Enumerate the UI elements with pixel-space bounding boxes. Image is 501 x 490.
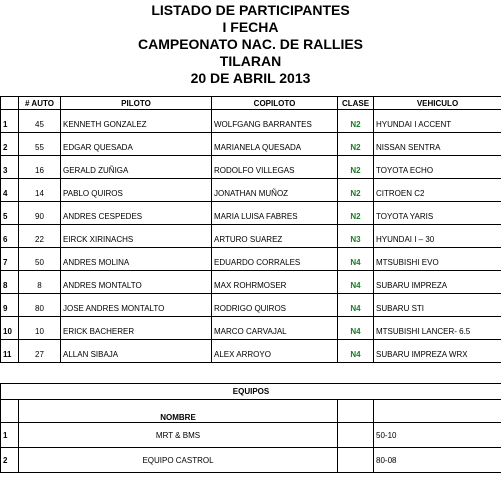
clase-badge: N3 — [338, 225, 374, 248]
row-index: 9 — [1, 294, 19, 317]
clase-badge: N2 — [338, 133, 374, 156]
auto-number: 55 — [19, 133, 61, 156]
table-row — [1, 271, 501, 294]
table-row — [1, 133, 501, 156]
header-copiloto: COPILOTO — [212, 97, 338, 110]
copiloto-name: MAX ROHRMOSER — [212, 271, 338, 294]
auto-number: 80 — [19, 294, 61, 317]
piloto-name: ANDRES MONTALTO — [61, 271, 212, 294]
clase-badge: N2 — [338, 110, 374, 133]
vehiculo-name: SUBARU STI — [374, 294, 501, 317]
clase-badge: N2 — [338, 156, 374, 179]
piloto-name: ALLAN SIBAJA — [61, 340, 212, 363]
vehiculo-name: CITROEN C2 — [374, 179, 501, 202]
row-index: 11 — [1, 340, 19, 363]
auto-number: 27 — [19, 340, 61, 363]
copiloto-name: ALEX ARROYO — [212, 340, 338, 363]
header-title-1: LISTADO DE PARTICIPANTES — [151, 2, 350, 18]
vehiculo-name: MTSUBISHI LANCER- 6.5 — [374, 317, 501, 340]
header-clase: CLASE — [338, 97, 374, 110]
row-index: 6 — [1, 225, 19, 248]
equipos-nombre-header: NOMBRE — [19, 400, 338, 423]
copiloto-name: MARIANELA QUESADA — [212, 133, 338, 156]
table-row — [1, 110, 501, 133]
equipos-title-row — [1, 384, 501, 400]
table-header-row — [1, 97, 501, 110]
row-index: 3 — [1, 156, 19, 179]
equipos-code: 80-08 — [374, 448, 501, 473]
auto-number: 22 — [19, 225, 61, 248]
copiloto-name: MARCO CARVAJAL — [212, 317, 338, 340]
auto-number: 10 — [19, 317, 61, 340]
auto-number: 45 — [19, 110, 61, 133]
table-row — [1, 317, 501, 340]
vehiculo-name: TOYOTA ECHO — [374, 156, 501, 179]
row-index: 10 — [1, 317, 19, 340]
copiloto-name: RODRIGO QUIROS — [212, 294, 338, 317]
equipos-table — [0, 383, 501, 473]
header-piloto: PILOTO — [61, 97, 212, 110]
auto-number: 14 — [19, 179, 61, 202]
piloto-name: EDGAR QUESADA — [61, 133, 212, 156]
header-title-3: CAMPEONATO NAC. DE RALLIES — [137, 36, 364, 52]
copiloto-name: WOLFGANG BARRANTES — [212, 110, 338, 133]
copiloto-name: RODOLFO VILLEGAS — [212, 156, 338, 179]
equipos-cell — [338, 448, 374, 473]
clase-badge: N4 — [338, 317, 374, 340]
participants-table — [0, 96, 501, 363]
table-row — [1, 340, 501, 363]
vehiculo-name: SUBARU IMPREZA — [374, 271, 501, 294]
header-title-2: I FECHA — [222, 19, 279, 35]
piloto-name: ANDRES CESPEDES — [61, 202, 212, 225]
clase-badge: N4 — [338, 340, 374, 363]
equipos-cell — [338, 423, 374, 448]
vehiculo-name: HYUNDAI I – 30 — [374, 225, 501, 248]
table-row — [1, 202, 501, 225]
row-index: 2 — [1, 133, 19, 156]
table-row — [1, 156, 501, 179]
piloto-name: EIRCK XIRINACHS — [61, 225, 212, 248]
piloto-name: GERALD ZUÑIGA — [61, 156, 212, 179]
piloto-name: JOSE ANDRES MONTALTO — [61, 294, 212, 317]
equipos-index: 1 — [1, 423, 19, 448]
clase-badge: N4 — [338, 271, 374, 294]
piloto-name: KENNETH GONZALEZ — [61, 110, 212, 133]
equipos-row — [1, 448, 501, 473]
equipos-title: EQUIPOS — [1, 384, 501, 400]
equipos-code: 50-10 — [374, 423, 501, 448]
row-index: 5 — [1, 202, 19, 225]
clase-badge: N2 — [338, 202, 374, 225]
piloto-name: ANDRES MOLINA — [61, 248, 212, 271]
table-row — [1, 294, 501, 317]
vehiculo-name: TOYOTA YARIS — [374, 202, 501, 225]
equipos-nombre-row — [1, 400, 501, 423]
piloto-name: ERICK BACHERER — [61, 317, 212, 340]
header-auto: # AUTO — [19, 97, 61, 110]
copiloto-name: EDUARDO CORRALES — [212, 248, 338, 271]
row-index: 4 — [1, 179, 19, 202]
header-vehiculo: VEHICULO — [374, 97, 501, 110]
clase-badge: N4 — [338, 294, 374, 317]
table-row — [1, 248, 501, 271]
vehiculo-name: HYUNDAI I ACCENT — [374, 110, 501, 133]
equipos-nombre: EQUIPO CASTROL — [19, 448, 338, 473]
vehiculo-name: SUBARU IMPREZA WRX — [374, 340, 501, 363]
equipos-cell — [1, 400, 19, 423]
clase-badge: N4 — [338, 248, 374, 271]
table-row — [1, 225, 501, 248]
header-title-5: 20 DE ABRIL 2013 — [190, 70, 311, 86]
equipos-cell — [374, 400, 501, 423]
header-index — [1, 97, 19, 110]
row-index: 8 — [1, 271, 19, 294]
equipos-row — [1, 423, 501, 448]
header-title-4: TILARAN — [219, 53, 282, 69]
auto-number: 8 — [19, 271, 61, 294]
clase-badge: N2 — [338, 179, 374, 202]
equipos-index: 2 — [1, 448, 19, 473]
auto-number: 90 — [19, 202, 61, 225]
vehiculo-name: MTSUBISHI EVO — [374, 248, 501, 271]
copiloto-name: ARTURO SUAREZ — [212, 225, 338, 248]
vehiculo-name: NISSAN SENTRA — [374, 133, 501, 156]
row-index: 7 — [1, 248, 19, 271]
row-index: 1 — [1, 110, 19, 133]
table-row — [1, 179, 501, 202]
auto-number: 16 — [19, 156, 61, 179]
copiloto-name: MARIA LUISA FABRES — [212, 202, 338, 225]
auto-number: 50 — [19, 248, 61, 271]
equipos-cell — [338, 400, 374, 423]
copiloto-name: JONATHAN MUÑOZ — [212, 179, 338, 202]
equipos-nombre: MRT & BMS — [19, 423, 338, 448]
piloto-name: PABLO QUIROS — [61, 179, 212, 202]
